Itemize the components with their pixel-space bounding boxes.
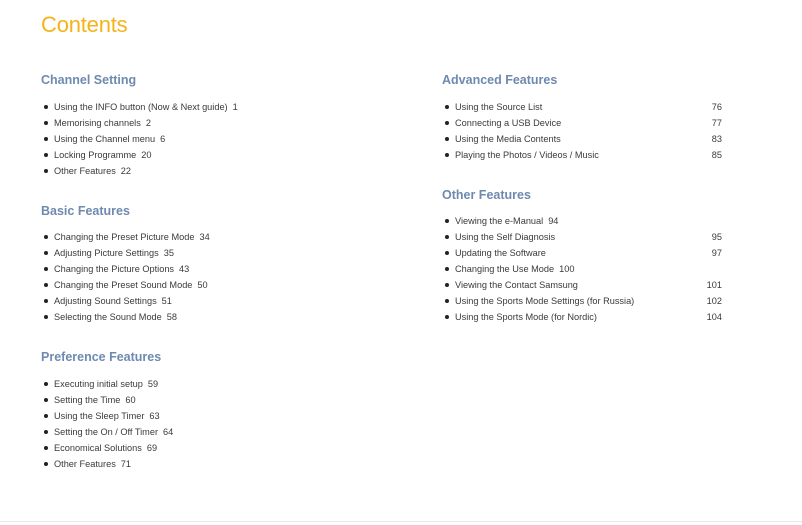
- toc-item-label: Setting the Time: [54, 395, 121, 405]
- toc-item[interactable]: [41, 392, 401, 408]
- toc-section-basic-features: [41, 202, 401, 322]
- toc-list: [442, 213, 722, 325]
- toc-item-page: 95: [711, 232, 722, 242]
- toc-item[interactable]: [41, 408, 401, 424]
- bullet-icon: [44, 105, 48, 109]
- toc-item-label: Changing the Preset Sound Mode: [54, 280, 193, 290]
- toc-item-label: Updating the Software: [455, 248, 546, 258]
- toc-item[interactable]: [41, 277, 401, 293]
- toc-item-page: 104: [706, 312, 722, 322]
- toc-item-page: 58: [166, 312, 178, 322]
- toc-item-label: Viewing the Contact Samsung: [455, 280, 578, 290]
- toc-section-preference-features: [41, 348, 401, 469]
- toc-item-page: 94: [548, 216, 559, 226]
- toc-item-page: 2: [145, 118, 151, 128]
- toc-item[interactable]: [41, 293, 401, 309]
- toc-item-page: 6: [160, 134, 166, 144]
- bullet-icon: [44, 169, 48, 173]
- toc-list: [41, 376, 401, 472]
- toc-item-label: Using the Sports Mode (for Nordic): [455, 312, 597, 322]
- toc-item-label: Memorising channels: [54, 118, 141, 128]
- section-heading: Advanced Features: [442, 73, 558, 87]
- toc-item-page: 77: [711, 118, 722, 128]
- toc-item-page: 34: [199, 232, 210, 242]
- bullet-icon: [44, 446, 48, 450]
- toc-item[interactable]: [442, 309, 722, 325]
- toc-item[interactable]: [41, 376, 401, 392]
- bullet-icon: [445, 299, 449, 303]
- bullet-icon: [445, 235, 449, 239]
- toc-item-label: Using the Media Contents: [455, 134, 561, 144]
- toc-item-page: 35: [163, 248, 174, 258]
- toc-item-label: Adjusting Sound Settings: [54, 296, 157, 306]
- toc-list: [41, 229, 401, 325]
- bullet-icon: [44, 251, 48, 255]
- toc-section-channel-setting: [41, 71, 401, 176]
- toc-item-label: Other Features: [54, 459, 116, 469]
- bullet-icon: [44, 137, 48, 141]
- toc-item[interactable]: [442, 245, 722, 261]
- toc-item-page: 43: [179, 264, 190, 274]
- toc-list: [41, 99, 401, 179]
- toc-item-page: 50: [197, 280, 208, 290]
- toc-item-label: Using the INFO button (Now & Next guide): [54, 102, 228, 112]
- toc-item-label: Connecting a USB Device: [455, 118, 562, 128]
- toc-item-page: 51: [161, 296, 172, 306]
- toc-item[interactable]: [41, 131, 401, 147]
- toc-item-label: Using the Channel menu: [54, 134, 156, 144]
- toc-list: [442, 99, 722, 163]
- toc-item-page: 71: [120, 459, 132, 469]
- bullet-icon: [445, 315, 449, 319]
- toc-item-label: Changing the Preset Picture Mode: [54, 232, 195, 242]
- toc-item[interactable]: [41, 424, 401, 440]
- toc-item-label: Using the Source List: [455, 102, 543, 112]
- toc-item[interactable]: [442, 261, 722, 277]
- toc-item-page: 97: [711, 248, 722, 258]
- bullet-icon: [445, 267, 449, 271]
- toc-item-label: Locking Programme: [54, 150, 137, 160]
- toc-item-label: Adjusting Picture Settings: [54, 248, 159, 258]
- toc-item-page: 63: [149, 411, 160, 421]
- bullet-icon: [44, 382, 48, 386]
- toc-item-page: 83: [711, 134, 722, 144]
- toc-item[interactable]: [41, 261, 401, 277]
- toc-section-other-features: [442, 186, 722, 322]
- toc-item[interactable]: [41, 309, 401, 325]
- bullet-icon: [44, 235, 48, 239]
- toc-item[interactable]: [41, 163, 401, 179]
- section-heading: Other Features: [442, 188, 531, 202]
- toc-item-label: Selecting the Sound Mode: [54, 312, 162, 322]
- toc-item[interactable]: [442, 99, 722, 115]
- toc-item[interactable]: [442, 213, 722, 229]
- toc-item-page: 76: [711, 102, 722, 112]
- toc-item[interactable]: [442, 131, 722, 147]
- toc-item-label: Executing initial setup: [54, 379, 143, 389]
- toc-item[interactable]: [442, 229, 722, 245]
- page-title: Contents: [41, 12, 128, 37]
- toc-item-label: Other Features: [54, 166, 116, 176]
- toc-item-page: 22: [120, 166, 132, 176]
- toc-item-label: Economical Solutions: [54, 443, 142, 453]
- toc-item-label: Setting the On / Off Timer: [54, 427, 158, 437]
- bullet-icon: [44, 267, 48, 271]
- toc-item[interactable]: [442, 277, 722, 293]
- bullet-icon: [445, 283, 449, 287]
- toc-item[interactable]: [41, 440, 401, 456]
- toc-item-label: Playing the Photos / Videos / Music: [455, 150, 599, 160]
- section-heading: Basic Features: [41, 204, 130, 218]
- bullet-icon: [445, 105, 449, 109]
- footer-divider: [0, 521, 802, 522]
- toc-item[interactable]: [442, 115, 722, 131]
- toc-item-page: 20: [141, 150, 152, 160]
- toc-item-page: 1: [232, 102, 238, 112]
- toc-item[interactable]: [41, 245, 401, 261]
- bullet-icon: [44, 398, 48, 402]
- bullet-icon: [445, 251, 449, 255]
- toc-item-page: 64: [163, 427, 174, 437]
- bullet-icon: [44, 414, 48, 418]
- bullet-icon: [445, 219, 449, 223]
- toc-item-label: Using the Self Diagnosis: [455, 232, 556, 242]
- toc-item[interactable]: [41, 147, 401, 163]
- toc-item-label: Viewing the e-Manual: [455, 216, 544, 226]
- section-heading: Preference Features: [41, 350, 162, 364]
- bullet-icon: [44, 121, 48, 125]
- bullet-icon: [44, 430, 48, 434]
- toc-item[interactable]: [41, 456, 401, 472]
- bullet-icon: [44, 153, 48, 157]
- bullet-icon: [445, 121, 449, 125]
- toc-item-page: 100: [559, 264, 575, 274]
- bullet-icon: [44, 299, 48, 303]
- toc-item[interactable]: [41, 229, 401, 245]
- bullet-icon: [445, 153, 449, 157]
- bullet-icon: [445, 137, 449, 141]
- toc-section-advanced-features: [442, 71, 722, 160]
- toc-item-label: Using the Sleep Timer: [54, 411, 145, 421]
- toc-item-page: 85: [711, 150, 722, 160]
- toc-item-label: Changing the Picture Options: [54, 264, 175, 274]
- toc-item[interactable]: [41, 115, 401, 131]
- toc-item-page: 69: [146, 443, 158, 453]
- toc-item-page: 102: [706, 296, 722, 306]
- toc-item-page: 101: [706, 280, 722, 290]
- toc-item-page: 59: [147, 379, 159, 389]
- bullet-icon: [44, 462, 48, 466]
- section-heading: Channel Setting: [41, 73, 137, 87]
- toc-item-label: Using the Sports Mode Settings (for Russia): [455, 296, 635, 306]
- toc-item[interactable]: [442, 147, 722, 163]
- bullet-icon: [44, 315, 48, 319]
- toc-item-page: 60: [125, 395, 136, 405]
- bullet-icon: [44, 283, 48, 287]
- toc-item-label: Changing the Use Mode: [455, 264, 555, 274]
- toc-item[interactable]: [41, 99, 401, 115]
- toc-item[interactable]: [442, 293, 722, 309]
